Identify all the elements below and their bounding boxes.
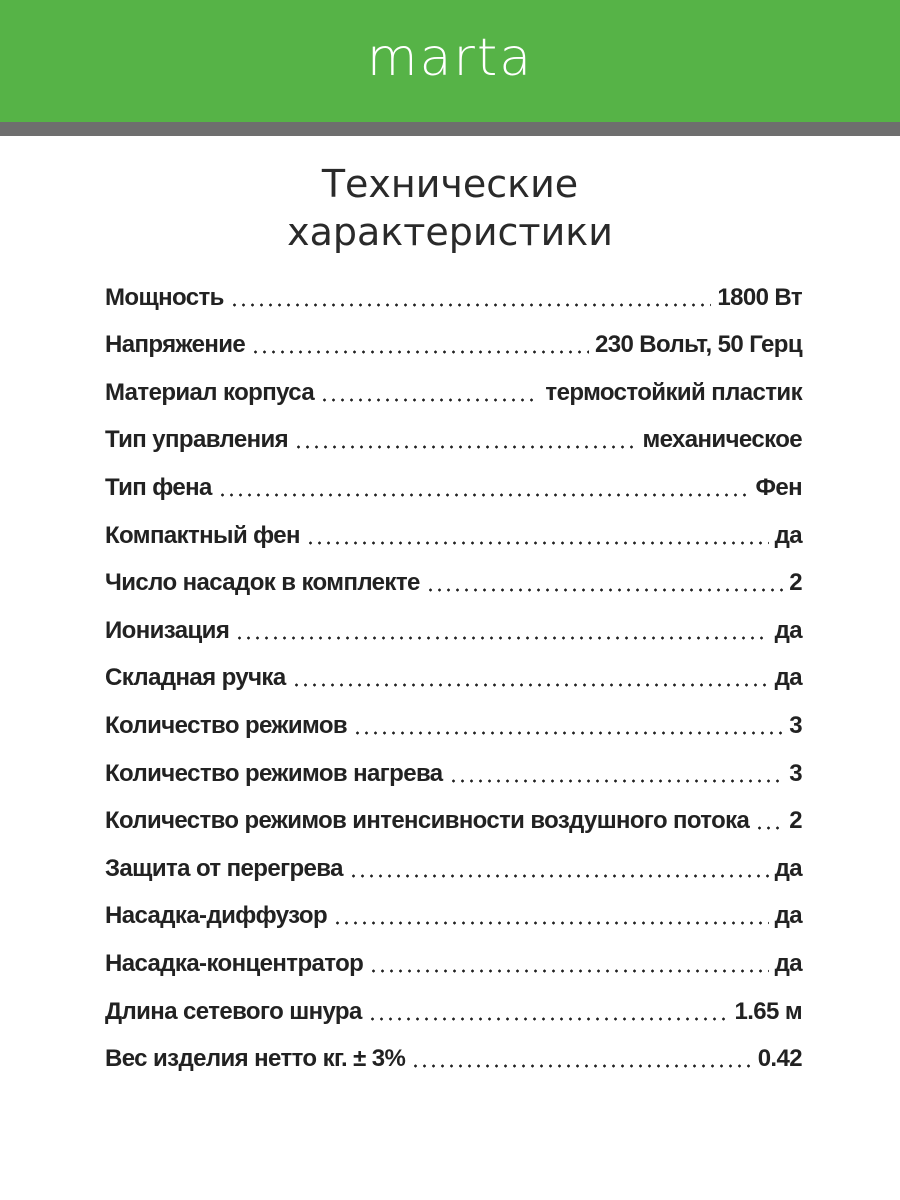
page-title-line-1: Технические — [321, 162, 579, 206]
dot-leader — [426, 588, 784, 592]
header-stripe — [0, 122, 900, 136]
spec-row-voltage — [105, 320, 802, 368]
spec-row-cord-length — [105, 986, 802, 1034]
spec-label: Тип фена — [105, 473, 212, 501]
dot-leader — [449, 779, 784, 783]
brand-logo: marta — [366, 28, 534, 88]
spec-value: 3 — [789, 759, 802, 787]
spec-value: термостойкий пластик — [545, 378, 802, 406]
spec-label: Количество режимов нагрева — [105, 759, 443, 787]
dot-leader — [353, 731, 783, 735]
spec-label: Защита от перегрева — [105, 854, 343, 882]
page-title — [0, 160, 900, 256]
dot-leader — [368, 1017, 729, 1021]
spec-row-power — [105, 272, 802, 320]
spec-row-dryer-type — [105, 462, 802, 510]
spec-list — [105, 272, 802, 1081]
dot-leader — [411, 1064, 751, 1068]
spec-row-compact — [105, 510, 802, 558]
spec-value: да — [774, 616, 802, 644]
spec-label: Насадка-диффузор — [105, 902, 328, 930]
dot-leader — [320, 398, 539, 402]
spec-row-concentrator — [105, 938, 802, 986]
spec-value: 2 — [789, 569, 802, 597]
spec-label: Число насадок в комплекте — [105, 569, 420, 597]
spec-label: Длина сетевого шнура — [105, 997, 362, 1025]
spec-row-control-type — [105, 415, 802, 463]
spec-value: да — [774, 949, 802, 977]
spec-value: 230 Вольт, 50 Герц — [595, 331, 802, 359]
dot-leader — [218, 493, 750, 497]
dot-leader — [333, 921, 769, 925]
spec-value: 1.65 м — [734, 997, 802, 1025]
dot-leader — [369, 969, 768, 973]
spec-label: Количество режимов — [105, 711, 348, 739]
spec-label: Насадка-концентратор — [105, 949, 364, 977]
page-title-line-2: характеристики — [287, 210, 613, 254]
dot-leader — [251, 350, 589, 354]
dot-leader — [230, 303, 712, 307]
spec-value: да — [774, 664, 802, 692]
spec-value: 1800 Вт — [717, 283, 802, 311]
spec-label: Мощность — [105, 283, 224, 311]
spec-label: Напряжение — [105, 331, 246, 359]
dot-leader — [349, 874, 769, 878]
spec-row-modes-count — [105, 700, 802, 748]
dot-leader — [292, 683, 769, 687]
spec-label: Тип управления — [105, 426, 289, 454]
spec-row-attachments-count — [105, 558, 802, 606]
spec-value: да — [774, 902, 802, 930]
dot-leader — [306, 541, 769, 545]
spec-label: Компактный фен — [105, 521, 300, 549]
spec-value: 2 — [789, 807, 802, 835]
dot-leader — [235, 636, 768, 640]
spec-label: Материал корпуса — [105, 378, 315, 406]
spec-label: Складная ручка — [105, 664, 286, 692]
spec-label: Ионизация — [105, 616, 230, 644]
spec-row-folding-handle — [105, 653, 802, 701]
spec-row-airflow-modes — [105, 796, 802, 844]
spec-row-diffuser — [105, 891, 802, 939]
spec-value: Фен — [755, 473, 802, 501]
spec-value: 0.42 — [757, 1045, 802, 1073]
spec-value: да — [774, 854, 802, 882]
spec-value: механическое — [642, 426, 802, 454]
spec-row-net-weight — [105, 1034, 802, 1082]
dot-leader — [755, 826, 783, 830]
spec-label: Вес изделия нетто кг. ± 3% — [105, 1045, 406, 1073]
spec-value: 3 — [789, 711, 802, 739]
brand-header — [0, 0, 900, 122]
spec-row-overheat-protection — [105, 843, 802, 891]
spec-row-body-material — [105, 367, 802, 415]
spec-label: Количество режимов интенсивности воздушного потока — [105, 807, 750, 835]
spec-row-heat-modes — [105, 748, 802, 796]
spec-value: да — [774, 521, 802, 549]
dot-leader — [294, 445, 636, 449]
spec-row-ionization — [105, 605, 802, 653]
